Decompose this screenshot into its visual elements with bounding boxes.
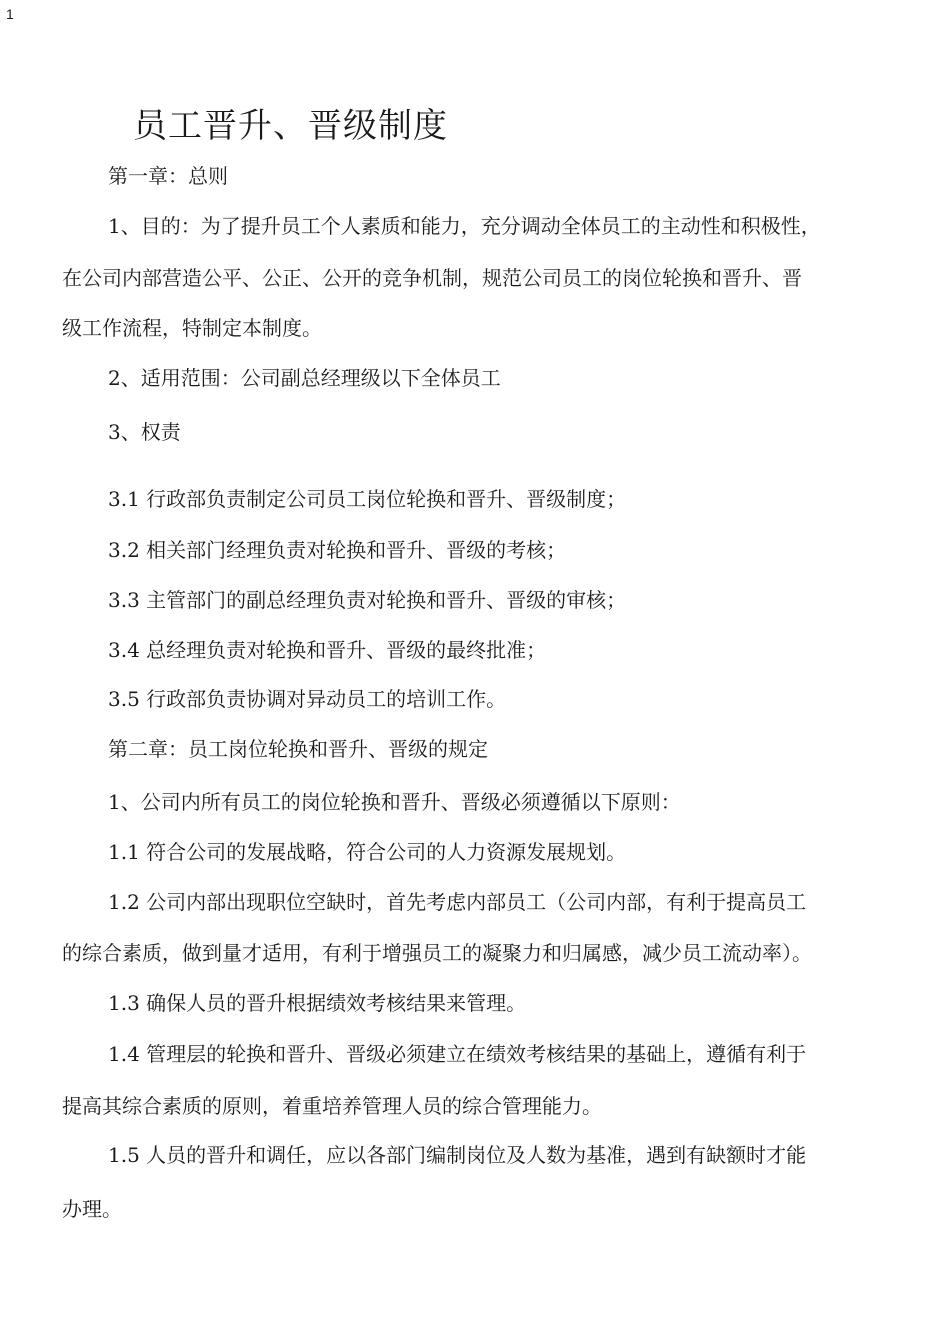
list-item: 1.5 人员的晋升和调任，应以各部门编制岗位及人数为基准，遇到有缺额时才能 (108, 1143, 807, 1167)
paragraph-line: 在公司内部营造公平、公正、公开的竞争机制，规范公司员工的岗位轮换和晋升、晋 (62, 266, 802, 290)
list-item: 1.1 符合公司的发展战略，符合公司的人力资源发展规划。 (108, 840, 627, 864)
chapter-2-heading: 第二章：员工岗位轮换和晋升、晋级的规定 (108, 737, 488, 761)
list-item: 3.5 行政部负责协调对异动员工的培训工作。 (108, 687, 507, 711)
paragraph-line: 1、公司内所有员工的岗位轮换和晋升、晋级必须遵循以下原则： (108, 790, 681, 814)
paragraph-line: 1、目的：为了提升员工个人素质和能力，充分调动全体员工的主动性和积极性， (108, 214, 821, 238)
paragraph-line: 的综合素质，做到量才适用，有利于增强员工的凝聚力和归属感，减少员工流动率）。 (62, 941, 812, 965)
list-item: 3.1 行政部负责制定公司员工岗位轮换和晋升、晋级制度； (108, 487, 627, 511)
paragraph-line: 级工作流程，特制定本制度。 (62, 316, 322, 340)
paragraph-line: 办理。 (62, 1197, 122, 1221)
list-item: 1.4 管理层的轮换和晋升、晋级必须建立在绩效考核结果的基础上，遵循有利于 (108, 1042, 807, 1066)
paragraph-line: 2、适用范围：公司副总经理级以下全体员工 (108, 366, 501, 390)
list-item: 1.2 公司内部出现职位空缺时，首先考虑内部员工（公司内部，有利于提高员工 (108, 890, 807, 914)
section-heading: 3、权责 (108, 420, 181, 444)
document-title: 员工晋升、晋级制度 (133, 106, 448, 146)
page-number: 1 (6, 6, 14, 22)
list-item: 3.2 相关部门经理负责对轮换和晋升、晋级的考核； (108, 538, 567, 562)
list-item: 3.4 总经理负责对轮换和晋升、晋级的最终批准； (108, 638, 547, 662)
list-item: 3.3 主管部门的副总经理负责对轮换和晋升、晋级的审核； (108, 588, 627, 612)
chapter-1-heading: 第一章：总则 (108, 164, 228, 188)
list-item: 1.3 确保人员的晋升根据绩效考核结果来管理。 (108, 991, 527, 1015)
paragraph-line: 提高其综合素质的原则，着重培养管理人员的综合管理能力。 (62, 1094, 602, 1118)
